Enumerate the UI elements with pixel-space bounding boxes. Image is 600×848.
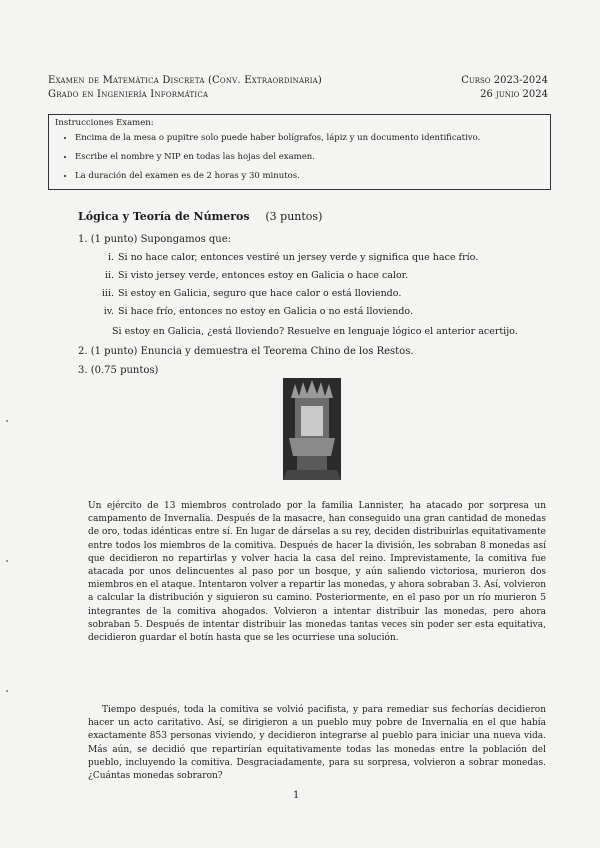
q1-item-iii <box>94 288 401 300</box>
scan-speck <box>6 420 8 422</box>
q1-item-i <box>94 252 478 264</box>
instruction-item: • La duración del examen es de 2 horas y 30 minutos. <box>75 171 480 182</box>
q1-item-iv <box>94 306 413 318</box>
scan-speck <box>6 560 8 562</box>
degree-name: Grado en Ingeniería Informática <box>48 89 209 100</box>
header-left <box>48 74 322 102</box>
course-year: Curso 2023-2024 <box>461 75 548 86</box>
scan-speck <box>6 690 8 692</box>
q1-item-ii <box>94 270 408 282</box>
instructions-list <box>63 133 480 190</box>
q1-item-number: ii. <box>104 270 114 281</box>
throne-image <box>283 378 341 480</box>
header-right <box>461 74 548 102</box>
question-1-heading: 1. (1 punto) Supongamos que: <box>78 234 232 245</box>
instructions-title: Instrucciones Examen: <box>55 118 154 128</box>
q1-item-text: Si estoy en Galicia, seguro que hace calor o está lloviendo. <box>118 288 402 299</box>
exam-date: 26 junio 2024 <box>480 89 548 100</box>
throne-illustration <box>283 378 341 480</box>
q1-item-text: Si visto jersey verde, entonces estoy en Galicia o hace calor. <box>118 270 409 281</box>
question-2-heading: 2. (1 punto) Enuncia y demuestra el Teorema Chino de los Restos. <box>78 346 414 357</box>
instruction-item: • Escribe el nombre y NIP en todas las hojas del examen. <box>75 152 480 163</box>
problem-paragraph-1: Un ejército de 13 miembros controlado por la familia Lannister, ha atacado por sorpresa un campamento de Invernalia. Después de la masacre, han conseguido una gran cantidad de monedas de oro, todas idénticas entre sí. En lugar de dárselas a su rey, deciden distribuirlas equitativamente entre todos los miembros de la comitiva. Después de hacer la división, les sobraban 8 monedas así que decidieron no repartirlas y volver hacia la casa del reino. Imprevistamente, la comitiva fue atacada por unos delincuentes al paso por un bosque, y aún saliendo victoriosa, murieron dos miembros en el ataque. Intentaron volver a repartir las monedas, y ahora sobraban 3. Así, volvieron a calcular la distribución y siguieron su camino. Posteriormente, en el paso por un río murieron 5 integrantes de la comitiva ahogados. Volvieron a intentar distribuir las monedas, pero ahora sobraban 5. Después de intentar distribuir las monedas tantas veces sin poder ser esta equitativa, decidieron guardar el botín hasta que se les ocurriese una solución. <box>88 501 546 644</box>
problem-paragraph-2: Tiempo después, toda la comitiva se volvió pacifista, y para remediar sus fechorías decidieron hacer un acto caritativo. Así, se dirigieron a un pueblo muy pobre de Invernalia en el que había exactamente 853 personas viviendo, y decidieron integrarse al pueblo para iniciar una nueva vida. Más aún, se decidió que repartirían equitativamente todas las monedas entre la población del pueblo, incluyendo la comitiva. Desgraciadamente, para su sorpresa, volvieron a sobrar monedas. ¿Cuántas monedas sobraron? <box>88 705 546 782</box>
q1-question: Si estoy en Galicia, ¿está lloviendo? Resuelve en lenguaje lógico el anterior acertijo. <box>112 326 518 337</box>
section-heading <box>78 210 322 223</box>
q1-item-text: Si hace frío, entonces no estoy en Galicia o no está lloviendo. <box>118 306 414 317</box>
exam-title: Examen de Matemática Discreta (Conv. Extraordinaria) <box>48 75 323 86</box>
question-3-heading: 3. (0.75 puntos) <box>78 365 159 376</box>
instruction-item: • Encima de la mesa o pupitre solo puede haber bolígrafos, lápiz y un documento identificativo. <box>75 133 480 144</box>
q1-item-number: iii. <box>101 288 114 299</box>
instructions-box <box>48 114 551 190</box>
q1-item-text: Si no hace calor, entonces vestiré un jersey verde y significa que hace frío. <box>118 252 479 263</box>
q1-item-number: iv. <box>103 306 114 317</box>
section-points: (3 puntos) <box>265 210 323 223</box>
section-title: Lógica y Teoría de Números <box>78 210 250 223</box>
page-number: 1 <box>293 790 300 801</box>
q1-item-number: i. <box>107 252 114 263</box>
